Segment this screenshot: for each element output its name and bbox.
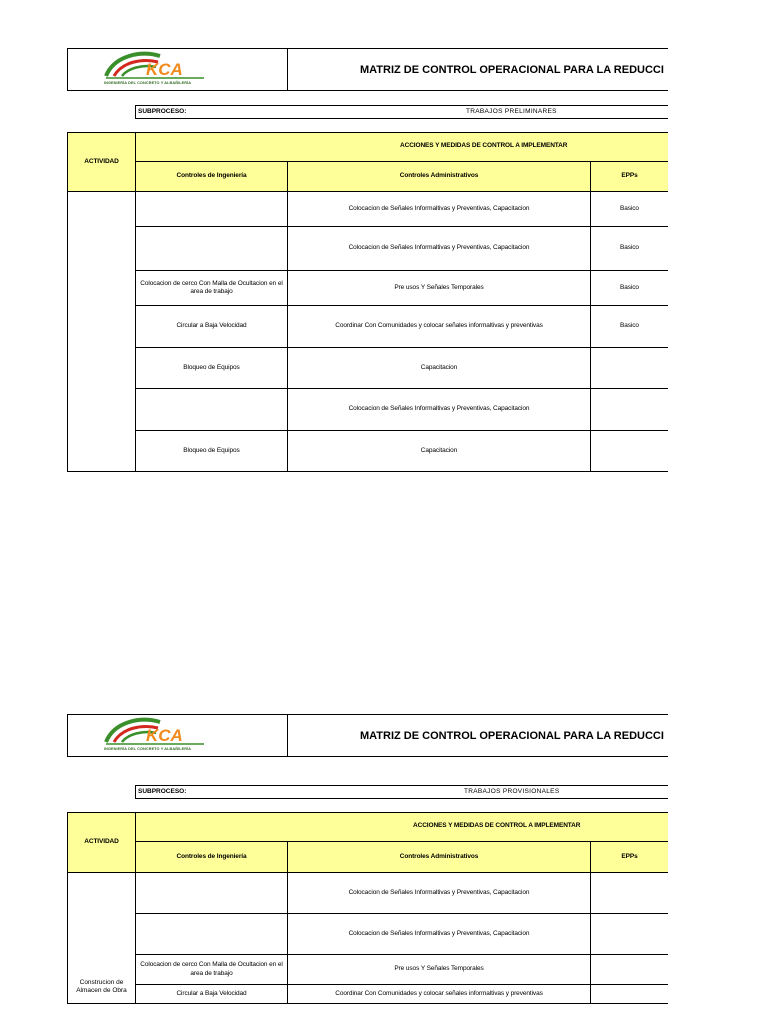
table-row-6-epp xyxy=(590,388,668,431)
table-row-4-epp xyxy=(590,984,668,1004)
table-row-1-epp: Basico xyxy=(590,191,668,227)
actividad-value: Construcion de Almacen de Obra xyxy=(76,979,127,995)
acciones-header-label: ACCIONES Y MEDIDAS DE CONTROL A IMPLEMENTAR xyxy=(413,822,581,829)
table-row-1-epp xyxy=(590,872,668,914)
table-row-2-adm: Colocacion de Señales Informaltivas y Preventivas, Capacitacion xyxy=(287,913,591,955)
logo-tagline: INGENIERÍA DEL CONCRETO Y ALBAÑILERÍA xyxy=(104,747,192,751)
logo-text: KCA xyxy=(146,726,183,745)
title-divider xyxy=(287,714,288,757)
table-row-4-ing: Circular a Baja Velocidad xyxy=(135,305,288,348)
actividad-header: ACTIVIDAD xyxy=(67,132,136,192)
table-row-1-adm: Colocacion de Señales Informaltivas y Preventivas, Capacitacion xyxy=(287,872,591,914)
subproceso-box xyxy=(135,785,668,799)
col-administrativos-header: Controles Administrativos xyxy=(287,841,591,873)
table-row-2-ing xyxy=(135,226,288,271)
col-epps-header: EPPs xyxy=(590,841,668,873)
table-row-3-adm: Pre usos Y Señales Temporales xyxy=(287,270,591,306)
table-row-5-adm: Capacitacion xyxy=(287,347,591,389)
col-ingenieria-header: Controles de Ingeniería xyxy=(135,841,288,873)
company-logo xyxy=(100,716,210,752)
acciones-header xyxy=(135,812,668,842)
page-title: MATRIZ DE CONTROL OPERACIONAL PARA LA REDUCCI xyxy=(360,730,664,742)
table-row-4-adm: Coordinar Con Comunidades y colocar señales informaltivas y preventivas xyxy=(287,984,591,1004)
table-row-4-adm: Coordinar Con Comunidades y colocar señales informaltivas y preventivas xyxy=(287,305,591,348)
logo-tagline: INGENIERÍA DEL CONCRETO Y ALBAÑILERÍA xyxy=(104,81,192,85)
table-row-3-adm: Pre usos Y Señales Temporales xyxy=(287,954,591,985)
logo-text: KCA xyxy=(146,60,183,79)
table-row-7-ing: Bloqueo de Equipos xyxy=(135,430,288,472)
table-row-1-adm: Colocacion de Señales Informaltivas y Preventivas, Capacitacion xyxy=(287,191,591,227)
col-ingenieria-header: Controles de Ingeniería xyxy=(135,161,288,192)
subproceso-value: TRABAJOS PRELIMINARES xyxy=(466,108,557,115)
subproceso-label: SUBPROCESO: xyxy=(138,108,187,115)
table-row-5-epp xyxy=(590,347,668,389)
col-epps-header: EPPs xyxy=(590,161,668,192)
actividad-cell xyxy=(67,872,136,1004)
table-row-7-adm: Capacitacion xyxy=(287,430,591,472)
company-logo xyxy=(100,50,210,86)
subproceso-value: TRABAJOS PROVISIONALES xyxy=(464,788,560,795)
actividad-header: ACTIVIDAD xyxy=(67,812,136,873)
actividad-cell xyxy=(67,191,136,472)
table-row-1-ing xyxy=(135,872,288,914)
table-row-4-epp: Basico xyxy=(590,305,668,348)
table-row-7-epp xyxy=(590,430,668,472)
table-row-4-ing: Circular a Baja Velocidad xyxy=(135,984,288,1004)
acciones-header xyxy=(135,132,668,162)
table-row-2-epp: Basico xyxy=(590,226,668,271)
subproceso-label: SUBPROCESO: xyxy=(138,788,187,795)
table-row-3-epp xyxy=(590,954,668,985)
subproceso-box xyxy=(135,105,668,119)
table-row-1-ing xyxy=(135,191,288,227)
table-row-6-ing xyxy=(135,388,288,431)
table-row-3-ing: Colocacion de cerco Con Malla de Ocultacion en el area de trabajo xyxy=(135,954,288,985)
table-row-5-ing: Bloqueo de Equipos xyxy=(135,347,288,389)
acciones-header-label: ACCIONES Y MEDIDAS DE CONTROL A IMPLEMENTAR xyxy=(400,142,568,149)
table-row-2-ing xyxy=(135,913,288,955)
table-row-3-ing: Colocacion de cerco Con Malla de Ocultacion en el area de trabajo xyxy=(135,270,288,306)
table-row-2-epp xyxy=(590,913,668,955)
table-row-6-adm: Colocacion de Señales Informaltivas y Preventivas, Capacitacion xyxy=(287,388,591,431)
table-row-3-epp: Basico xyxy=(590,270,668,306)
col-administrativos-header: Controles Administrativos xyxy=(287,161,591,192)
page-title: MATRIZ DE CONTROL OPERACIONAL PARA LA REDUCCI xyxy=(360,64,664,76)
table-row-2-adm: Colocacion de Señales Informaltivas y Preventivas, Capacitacion xyxy=(287,226,591,271)
title-divider xyxy=(287,48,288,91)
